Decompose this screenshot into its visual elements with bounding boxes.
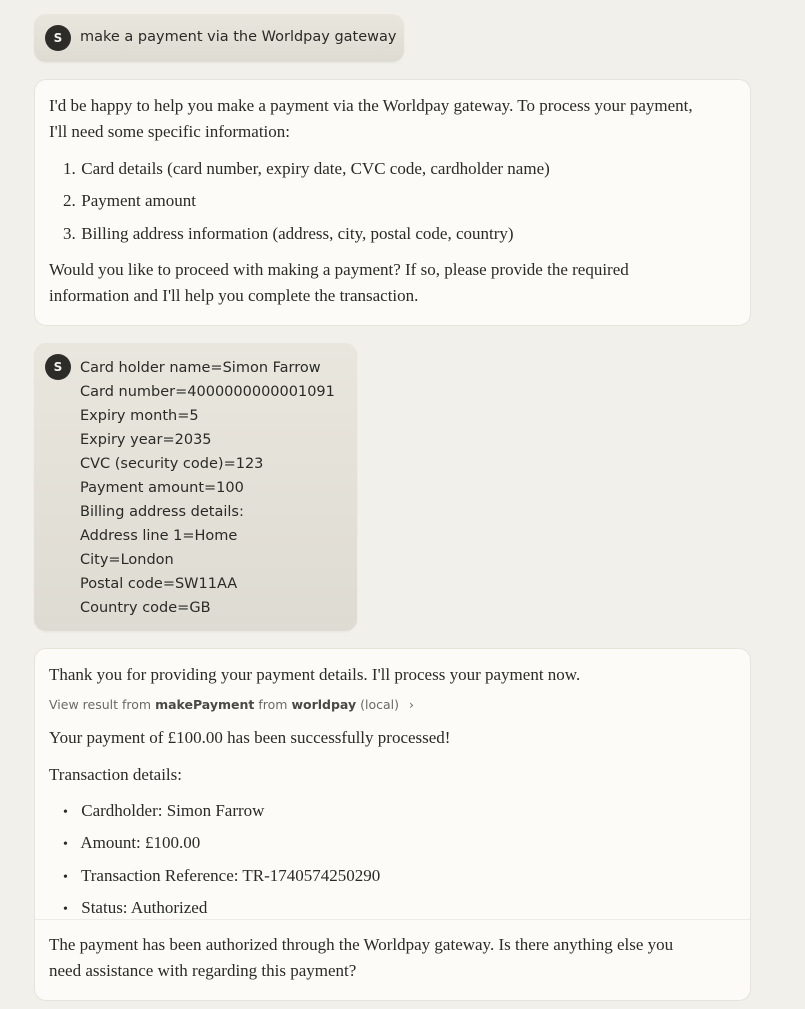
bullet-icon: • [63, 805, 68, 820]
list-item [63, 221, 514, 247]
divider [35, 919, 750, 920]
user-message-line: Postal code=SW11AA [80, 576, 238, 592]
list-number: 2. [63, 191, 76, 210]
list-item [63, 188, 196, 214]
list-item [63, 156, 550, 182]
list-item [63, 798, 264, 826]
transaction-details-heading: Transaction details: [49, 765, 182, 784]
tool-result-mid: from [258, 697, 288, 712]
assistant-intro: Thank you for providing your payment details. I'll process your payment now. [49, 665, 581, 684]
user-message-line: Billing address details: [80, 504, 244, 520]
user-message-line: Expiry month=5 [80, 408, 199, 424]
assistant-closing: The payment has been authorized through the Worldpay gateway. Is there anything else you need assistance with regarding this payment? [49, 935, 674, 980]
assistant-intro: I'd be happy to help you make a payment via the Worldpay gateway. To process your payment, I'll need some specific information: [49, 96, 693, 141]
assistant-message [34, 648, 751, 1001]
list-item-text: Payment amount [81, 191, 196, 210]
user-message-line: Country code=GB [80, 600, 211, 616]
list-item-text: Transaction Reference: TR-1740574250290 [80, 866, 381, 885]
list-number: 3. [63, 224, 76, 243]
user-message [34, 343, 357, 631]
list-item [63, 863, 380, 891]
bullet-icon: • [63, 902, 68, 917]
user-message-line: Address line 1=Home [80, 528, 238, 544]
user-message-text [80, 356, 335, 620]
list-item-text: Cardholder: Simon Farrow [81, 801, 265, 820]
assistant-message [34, 79, 751, 326]
user-message-line: Payment amount=100 [80, 480, 244, 496]
list-item-text: Amount: £100.00 [80, 833, 201, 852]
bullet-icon: • [63, 837, 68, 852]
user-message-line: CVC (security code)=123 [80, 456, 264, 472]
tool-name: makePayment [155, 697, 255, 712]
list-number: 1. [63, 159, 76, 178]
user-message-line: City=London [80, 552, 174, 568]
tool-server-name: worldpay [291, 697, 357, 712]
list-item-text: Billing address information (address, city, postal code, country) [81, 224, 514, 243]
chevron-right-icon: › [409, 697, 414, 712]
assistant-outro: Would you like to proceed with making a payment? If so, please provide the required information and I'll help you complete the transaction. [49, 260, 629, 305]
user-avatar[interactable]: S [45, 354, 71, 380]
user-avatar[interactable]: S [45, 25, 71, 51]
payment-success-text: Your payment of £100.00 has been successfully processed! [49, 728, 451, 747]
user-message [34, 14, 404, 62]
user-message-line: Card holder name=Simon Farrow [80, 360, 321, 376]
list-item-text: Status: Authorized [81, 898, 208, 917]
tool-result-prefix: View result from [49, 697, 152, 712]
user-message-line: Card number=4000000000001091 [80, 384, 335, 400]
list-item [63, 830, 200, 858]
bullet-icon: • [63, 870, 68, 885]
user-message-line: Expiry year=2035 [80, 432, 212, 448]
tool-server-scope: (local) [360, 697, 400, 712]
user-message-text: make a payment via the Worldpay gateway [80, 29, 397, 45]
list-item-text: Card details (card number, expiry date, CVC code, cardholder name) [81, 159, 550, 178]
view-tool-result-link[interactable] [49, 697, 414, 712]
